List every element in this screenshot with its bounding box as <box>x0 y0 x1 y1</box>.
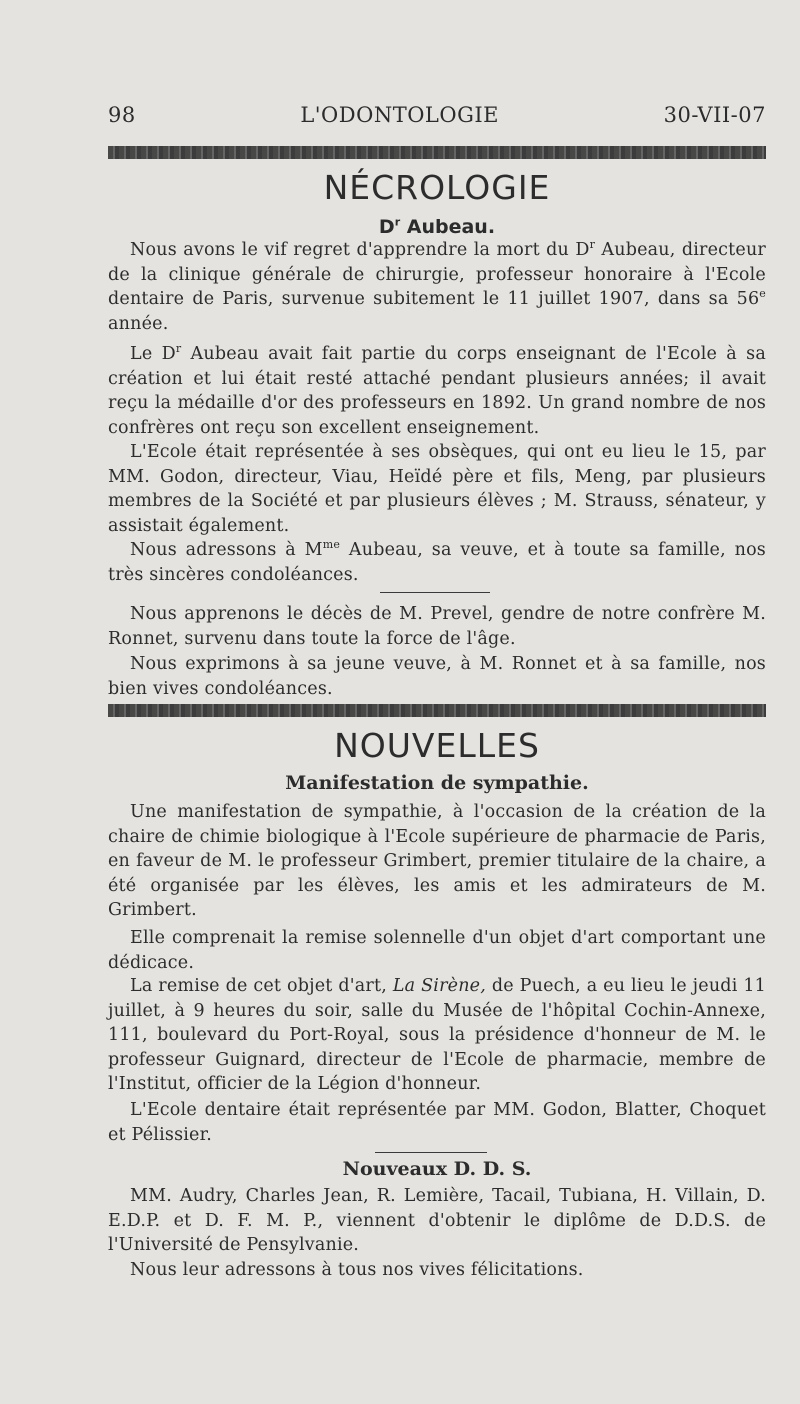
nouvelles-paragraph-5: MM. Audry, Charles Jean, R. Lemière, Tacail, Tubiana, H. Villain, D. E.D.P. et D. F. M. P., viennent d'obtenir le diplôme de D.D.S. de l'Université de Pensylvanie. <box>108 1186 766 1256</box>
section-title-nouvelles: NOUVELLES <box>334 726 540 765</box>
ornamental-band-middle <box>108 704 766 717</box>
obituary-heading: $D^r$ Aubeau. <box>378 215 496 238</box>
nouvelles-paragraph-2: Elle comprenait la remise solennelle d'un objet d'art comportant une dédicace. <box>108 928 766 973</box>
news-heading-dds: Nouveaux D. D. S. <box>342 1158 532 1180</box>
running-header <box>108 103 766 127</box>
necrologie-paragraph-3: L'Ecole était représentée à ses obsèques, qui ont eu lieu le 15, par MM. Godon, directeur, Viau, Heïdé père et fils, Meng, par plusieurs membres de la Société et par plusieurs élèves ; M. Strauss, sénateur, y assistait également. <box>108 442 766 536</box>
necrologie-paragraph-4: Nous adressons à $M^{me}$ Aubeau, sa veuve, et à toute sa famille, nos très sincères condoléances. <box>108 538 766 585</box>
page-number: 98 <box>108 103 136 127</box>
section-title-necrologie: NÉCROLOGIE <box>323 168 551 207</box>
necrologie-paragraph-1: Nous avons le vif regret d'apprendre la mort du $D^r$ Aubeau, directeur de la clinique générale de chirurgie, professeur honoraire à l'Ecole dentaire de Paris, survenue subitement le 11 juillet 1907, dans sa 56e année. <box>108 238 767 334</box>
ornamental-band-top <box>108 146 766 159</box>
news-heading-sympathie: Manifestation de sympathie. <box>285 772 589 794</box>
nouvelles-paragraph-4: L'Ecole dentaire était représentée par MM. Godon, Blatter, Choquet et Pélissier. <box>108 1100 766 1145</box>
necrologie-paragraph-6: Nous exprimons à sa jeune veuve, à M. Ronnet et à sa famille, nos bien vives condoléances. <box>108 654 766 699</box>
journal-title: L'ODONTOLOGIE <box>300 103 499 127</box>
nouvelles-paragraph-3: La remise de cet objet d'art, La Sirène, de Puech, a eu lieu le jeudi 11 juillet, à 9 heures du soir, salle du Musée de l'hôpital Cochin-Annexe, 111, boulevard du Port-Royal, sous la présidence d'honneur de M. le professeur Guignard, directeur de l'Ecole de pharmacie, membre de l'Institut, officier de la Légion d'honneur. <box>108 976 767 1095</box>
issue-date: 30-VII-07 <box>663 103 766 127</box>
necrologie-paragraph-2: Le $D^r$ Aubeau avait fait partie du corps enseignant de l'Ecole à sa création et lui était resté attaché pendant plusieurs années; il avait reçu la médaille d'or des professeurs en 1892. Un grand nombre de nos confrères ont reçu son excellent enseignement. <box>108 342 766 438</box>
separator-rule-2 <box>375 1152 487 1153</box>
nouvelles-paragraph-6: Nous leur adressons à tous nos vives félicitations. <box>130 1260 584 1280</box>
separator-rule-1 <box>380 592 490 593</box>
artwork-title: La Sirène, <box>392 976 486 996</box>
nouvelles-paragraph-1: Une manifestation de sympathie, à l'occasion de la création de la chaire de chimie biologique à l'Ecole supérieure de pharmacie de Paris, en faveur de M. le professeur Grimbert, premier titulaire de la chaire, a été organisée par les élèves, les amis et les admirateurs de M. Grimbert. <box>108 802 766 921</box>
necrologie-paragraph-5: Nous apprenons le décès de M. Prevel, gendre de notre confrère M. Ronnet, survenu dans toute la force de l'âge. <box>108 604 766 649</box>
